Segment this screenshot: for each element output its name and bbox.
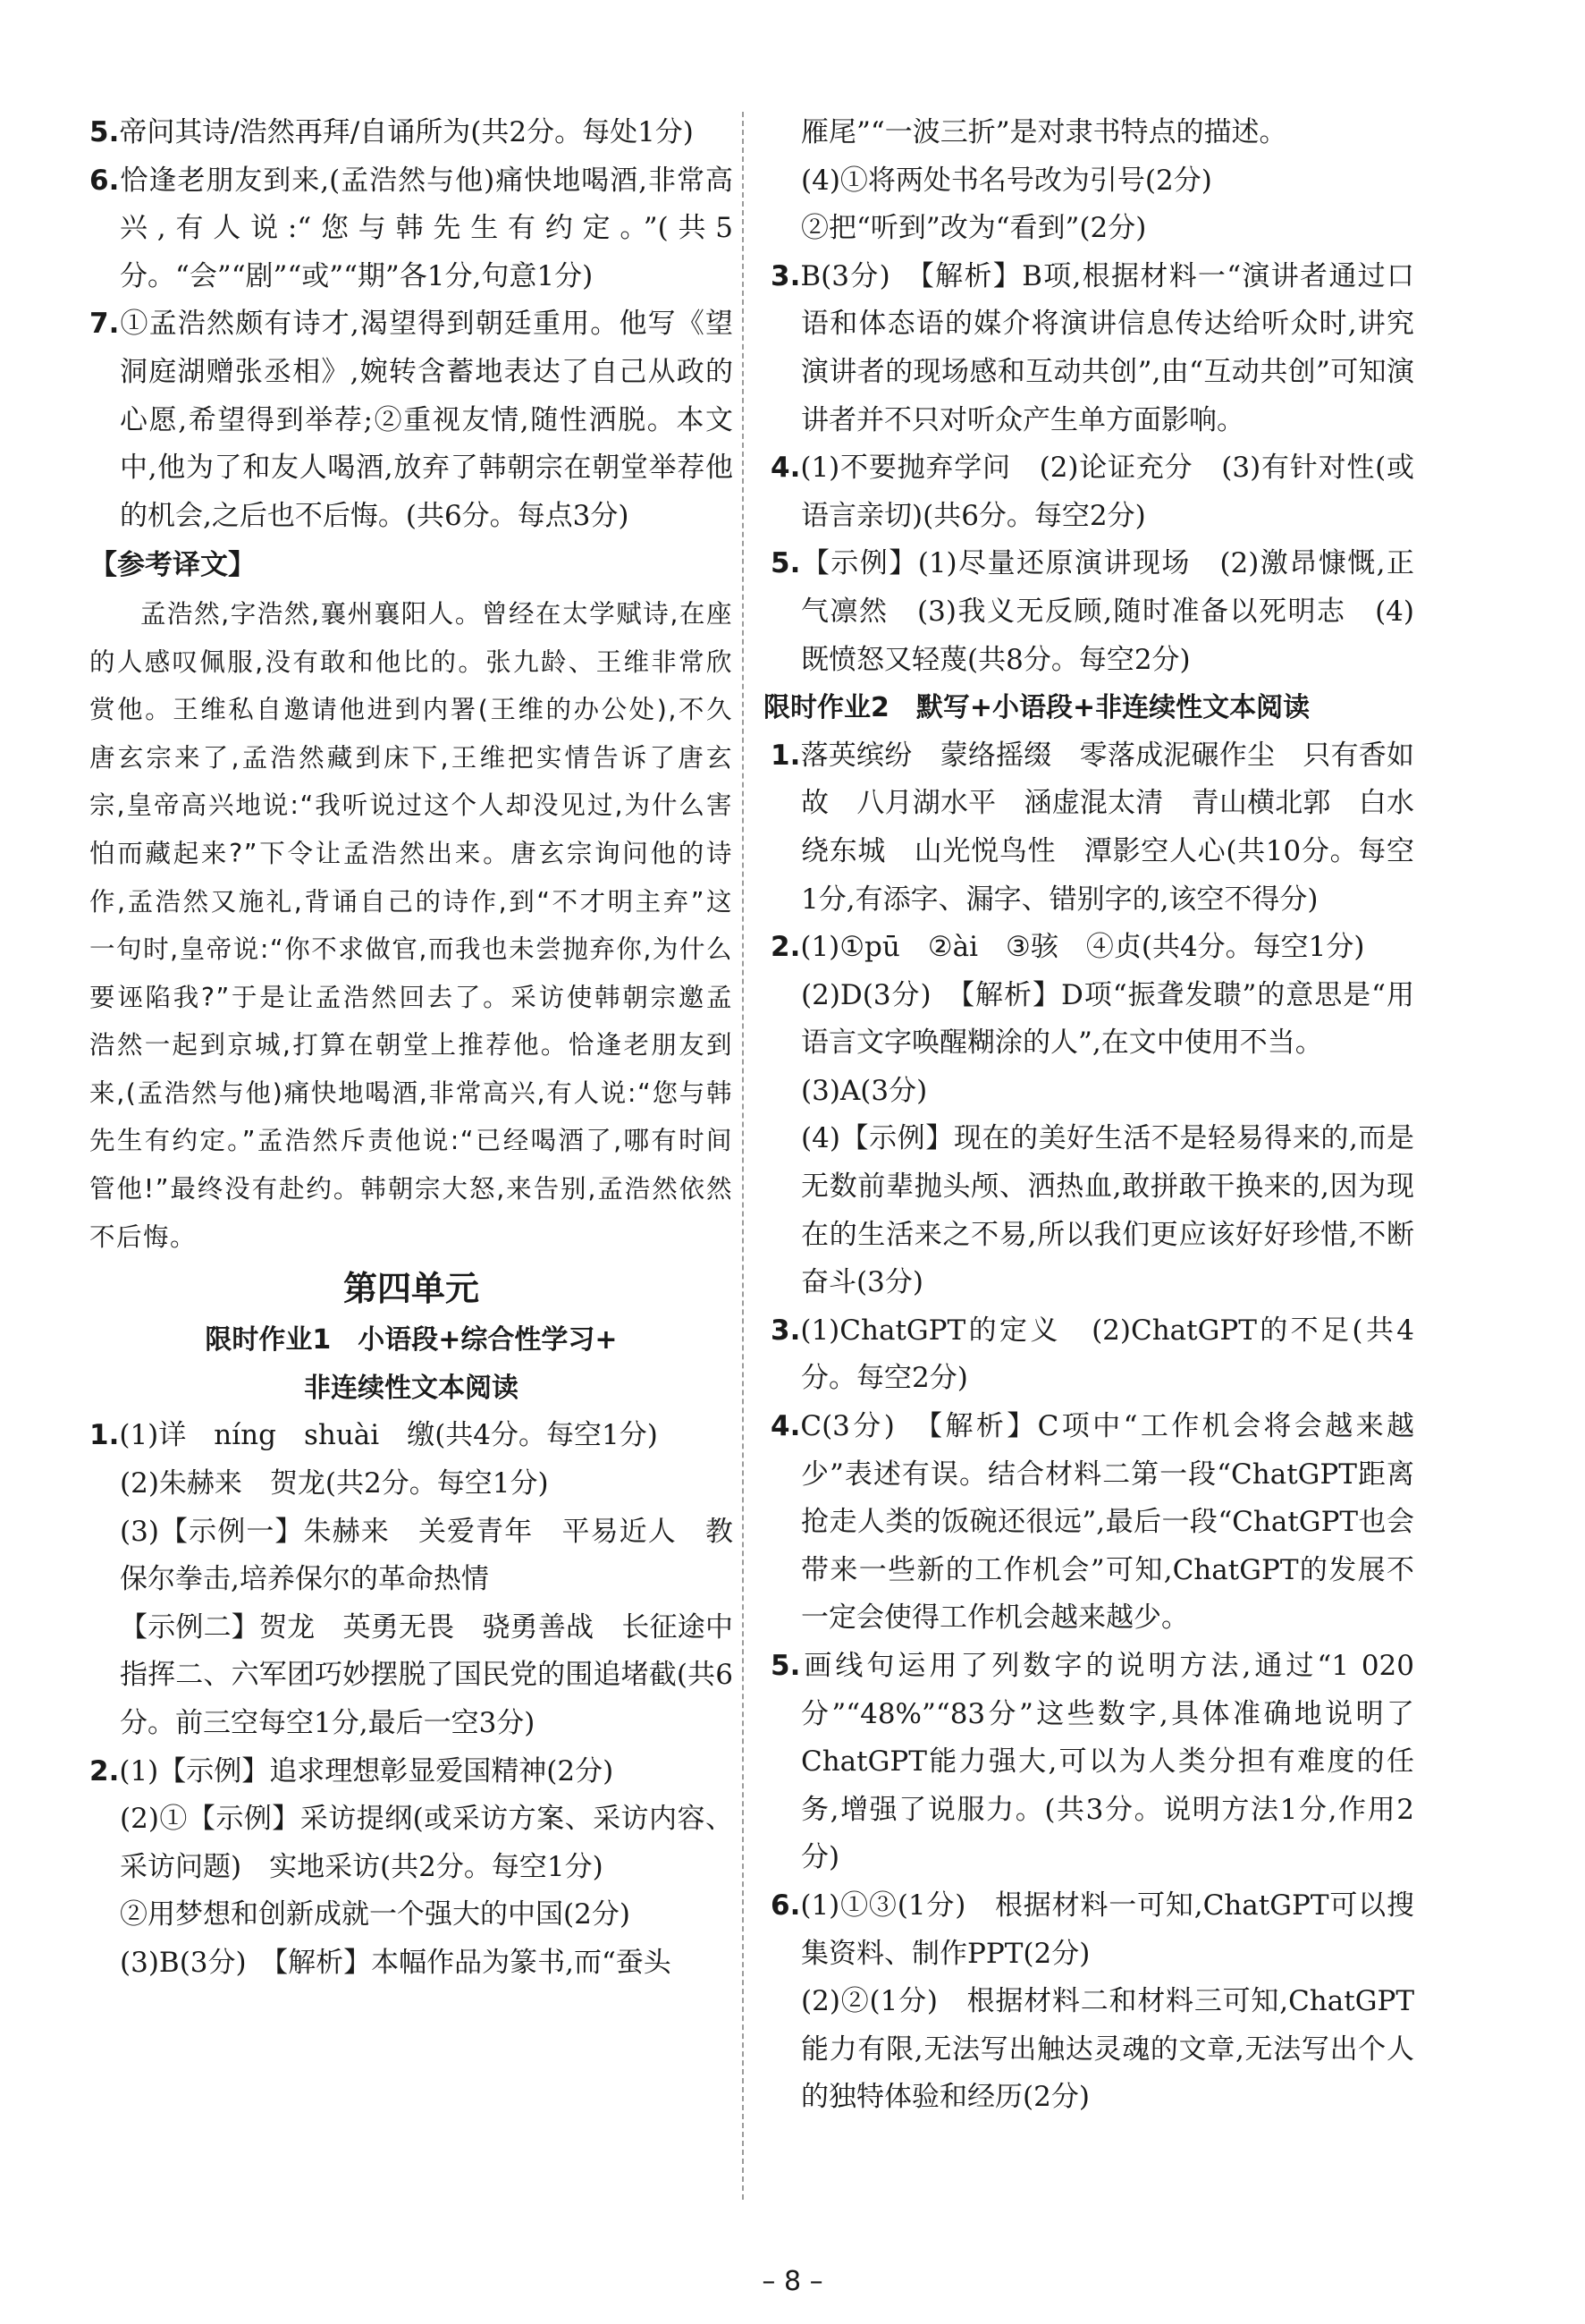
hw1-answer-1-part3: (3)【示例一】朱赫来 关爱青年 平易近人 教保尔拳击,培养保尔的革命热情 [120,1515,733,1596]
hw1-answer-4: 4.(1)不要抛弃学问 (2)论证充分 (3)有针对性(或语言亲切)(共6分。每空2分) [771,452,1414,532]
hw1-answer-1-part4: 【示例二】贺龙 英勇无畏 骁勇善战 长征途中指挥二、六军团巧妙摆脱了国民党的围追堵截(共6分。前三空每空1分,最后一空3分) [120,1610,733,1739]
unit-title: 第四单元 [342,1269,479,1309]
hw1-answer-2-continued: 雁尾”“一波三折”是对隶书特点的描述。 [801,116,1287,148]
page-number: – 8 – [762,2266,823,2297]
homework-1-subtitle: 非连续性文本阅读 [304,1372,518,1404]
answer-6: 6.恰逢老朋友到来,(孟浩然与他)痛快地喝酒,非常高兴,有人说:“您与韩先生有约定。”(共5分。“会”“剧”“或”“期”各1分,句意1分) [89,164,733,292]
answer-7: 7.①孟浩然颇有诗才,渴望得到朝廷重用。他写《望洞庭湖赠张丞相》,婉转含蓄地表达了自己从政的心愿,希望得到举荐;②重视友情,随性洒脱。本文中,他为了和友人喝酒,放弃了韩朝宗在朝堂举荐他的机会,之后也不后悔。(共6分。每点3分) [89,308,733,532]
hw2-answer-4: 4.C(3分) 【解析】C项中“工作机会将会越来越少”表述有误。结合材料二第一段“ChatGPT距离抢走人类的饭碗还很远”,最后一段“ChatGPT也会带来一些新的工作机会”可知,ChatGPT的发展不一定会使得工作机会越来越少。 [771,1410,1414,1635]
homework-1-title: 限时作业1 小语段+综合性学习+ [205,1324,618,1356]
right-column [763,109,1414,2122]
hw2-answer-2: 2.(1)①pū ②ài ③骇 ④贞(共4分。每空1分) [771,931,1365,964]
hw1-answer-2-part6: ②把“听到”改为“看到”(2分) [801,212,1147,245]
hw2-answer-1: 1.落英缤纷 蒙络摇缀 零落成泥碾作尘 只有香如故 八月湖水平 涵虚混太清 青山横北郭 白水绕东城 山光悦鸟性 潭影空人心(共10分。每空1分,有添字、漏字、错别字的,该空不得分) [771,739,1414,916]
hw1-answer-2-part5: (4)①将两处书名号改为引号(2分) [801,164,1212,197]
reference-translation-heading: 【参考译文】 [89,549,256,582]
hw1-answer-2-part4: (3)B(3分) 【解析】本幅作品为篆书,而“蚕头 [120,1946,671,1979]
answer-5: 5.帝问其诗/浩然再拜/自诵所为(共2分。每处1分) [89,116,694,148]
hw2-answer-2-part3: (3)A(3分) [801,1074,928,1107]
hw1-answer-2-part2: (2)①【示例】采访提纲(或采访方案、采访内容、采访问题) 实地采访(共2分。每空1分) [120,1803,733,1883]
hw1-answer-1-part2: (2)朱赫来 贺龙(共2分。每空1分) [120,1467,549,1500]
hw2-answer-3: 3.(1)ChatGPT的定义 (2)ChatGPT的不足(共4分。每空2分) [771,1314,1414,1395]
hw1-answer-3: 3.B(3分) 【解析】B项,根据材料一“演讲者通过口语和体态语的媒介将演讲信息传达给听众时,讲究演讲者的现场感和互动共创”,由“互动共创”可知演讲者并不只对听众产生单方面影响。 [771,259,1414,436]
hw1-answer-2: 2.(1)【示例】追求理想彰显爱国精神(2分) [89,1754,614,1787]
left-column [89,109,733,1988]
hw2-answer-5: 5.画线句运用了列数字的说明方法,通过“1 020分”“48%”“83分”这些数字,具体准确地说明了ChatGPT能力强大,可以为人类分担有难度的任务,增强了说服力。(共3分。说明方法1分,作用2分) [771,1650,1414,1874]
hw1-answer-1: 1.(1)详 níng shuài 缴(共4分。每空1分) [89,1419,658,1452]
hw2-answer-6-part2: (2)②(1分) 根据材料二和材料三可知,ChatGPT能力有限,无法写出触达灵魂的文章,无法写出个人的独特体验和经历(2分) [801,1985,1414,2114]
column-divider [742,112,744,2200]
hw1-answer-2-part3: ②用梦想和创新成就一个强大的中国(2分) [120,1898,630,1931]
homework-2-title: 限时作业2 默写+小语段+非连续性文本阅读 [763,692,1311,724]
hw2-answer-6: 6.(1)①③(1分) 根据材料一可知,ChatGPT可以搜集资料、制作PPT(2分) [771,1889,1414,1970]
hw2-answer-2-part4: (4)【示例】现在的美好生活不是轻易得来的,而是无数前辈抛头颅、洒热血,敢拼敢干换来的,因为现在的生活来之不易,所以我们更应该好好珍惜,不断奋斗(3分) [801,1122,1414,1299]
reference-translation: 孟浩然,字浩然,襄州襄阳人。曾经在太学赋诗,在座的人感叹佩服,没有敢和他比的。张九龄、王维非常欣赏他。王维私自邀请他进到内署(王维的办公处),不久唐玄宗来了,孟浩然藏到床下,王维把实情告诉了唐玄宗,皇帝高兴地说:“我听说过这个人却没见过,为什么害怕而藏起来?”下令让孟浩然出来。唐玄宗询问他的诗作,孟浩然又施礼,背诵自己的诗作,到“不才明主弃”这一句时,皇帝说:“你不求做官,而我也未尝抛弃你,为什么要诬陷我?”于是让孟浩然回去了。采访使韩朝宗邀孟浩然一起到京城,打算在朝堂上推荐他。恰逢老朋友到来,(孟浩然与他)痛快地喝酒,非常高兴,有人说:“您与韩先生有约定。”孟浩然斥责他说:“已经喝酒了,哪有时间管他!”最终没有赴约。韩朝宗大怒,来告别,孟浩然依然不后悔。 [89,598,733,1252]
hw2-answer-2-part2: (2)D(3分) 【解析】D项“振聋发聩”的意思是“用语言文字唤醒糊涂的人”,在文中使用不当。 [801,978,1414,1060]
hw1-answer-5: 5.【示例】(1)尽量还原演讲现场 (2)激昂慷慨,正气凛然 (3)我义无反顾,随时准备以死明志 (4)既愤怒又轻蔑(共8分。每空2分) [771,547,1414,676]
